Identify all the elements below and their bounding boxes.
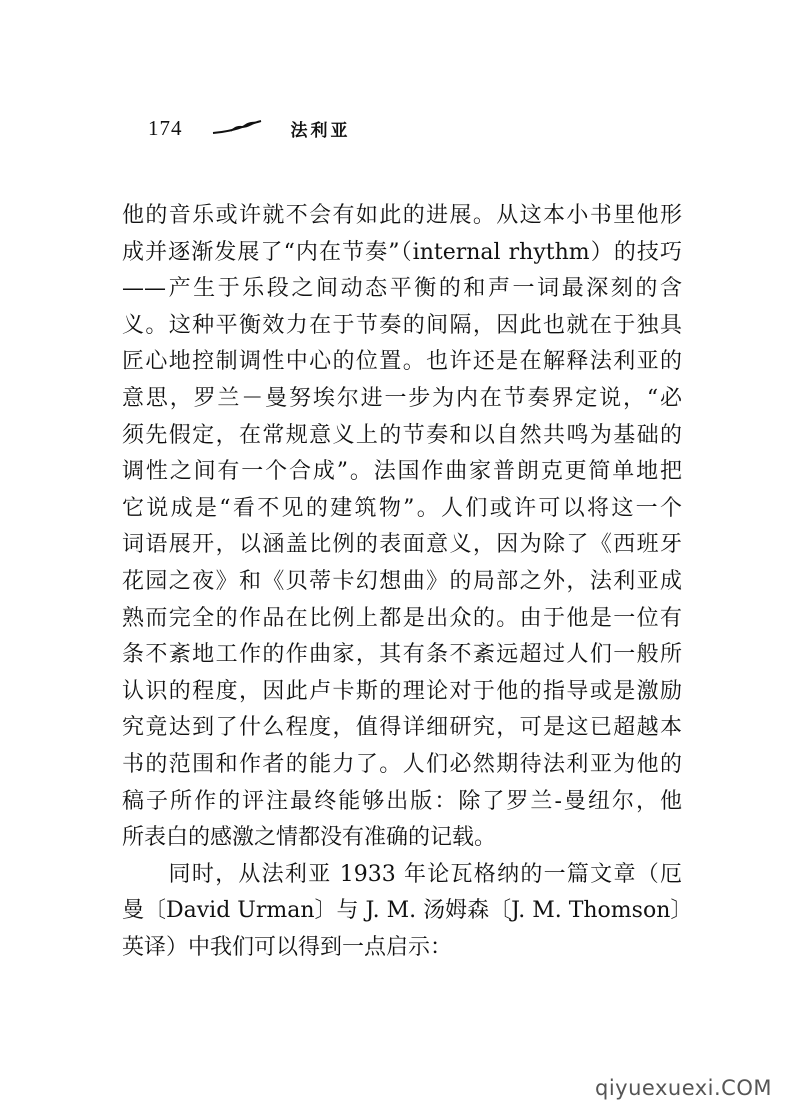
text-line: ——产生于乐段之间动态平衡的和声一词最深刻的含 [122,276,682,302]
text-line: 词语展开，以涵盖比例的表面意义，因为除了《西班牙 [122,532,682,558]
leaf-ornament-icon [211,119,263,137]
text-line: 曼〔David Urman〕与 J. M. 汤姆森〔J. M. Thomson〕 [122,898,693,924]
text-line: 条不紊地工作的作曲家，其有条不紊远超过人们一般所 [122,642,682,668]
text-line: 须先假定，在常规意义上的节奏和以自然共鸣为基础的 [122,422,682,448]
text-line: 花园之夜》和《贝蒂卡幻想曲》的局部之外，法利亚成 [122,568,682,594]
text-line: 它说成是“看不见的建筑物”。人们或许可以将这一个 [122,495,682,521]
text-line: 匠心地控制调性中心的位置。也许还是在解释法利亚的 [122,349,682,375]
text-line: 熟而完全的作品在比例上都是出众的。由于他是一位有 [122,605,682,631]
text-line: 所表白的感激之情都没有准确的记载。 [122,825,497,851]
page-header [148,112,351,144]
text-line: 义。这种平衡效力在于节奏的间隔，因此也就在于独具 [122,312,682,338]
running-title: 法利亚 [290,120,351,141]
text-line: 他的音乐或许就不会有如此的进展。从这本小书里他形 [122,203,682,228]
text-line: 成并逐渐发展了“内在节奏”（internal rhythm）的技巧 [122,239,682,265]
text-line: 意思，罗兰－曼努埃尔进一步为内在节奏界定说，“必 [122,385,682,411]
text-line: 书的范围和作者的能力了。人们必然期待法利亚为他的 [122,751,682,777]
text-line: 调性之间有一个合成”。法国作曲家普朗克更简单地把 [122,459,682,485]
text-line: 究竟达到了什么程度，值得详细研究，可是这已超越本 [122,715,682,741]
text-line: 同时，从法利亚 1933 年论瓦格纳的一篇文章（厄 [122,861,682,887]
page-number: 174 [148,115,183,140]
text-line: 英译）中我们可以得到一点启示： [122,934,453,960]
text-line: 稿子所作的评注最终能够出版：除了罗兰-曼纽尔，他 [122,788,682,814]
watermark: qiyuexuexi.COM [595,1076,772,1100]
body-text [122,198,693,966]
text-line: 认识的程度，因此卢卡斯的理论对于他的指导或是激励 [122,678,682,704]
